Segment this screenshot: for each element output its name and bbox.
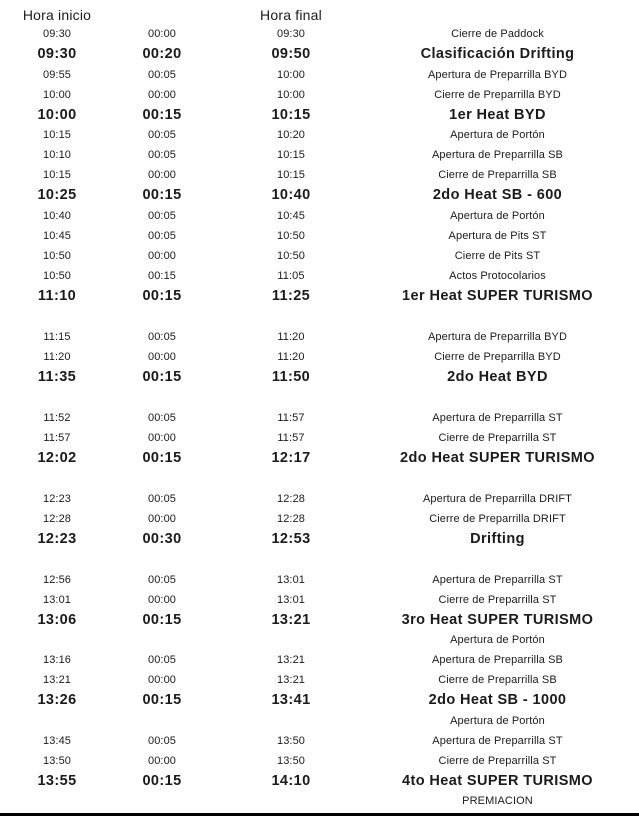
- event-description-cell: Apertura de Pits ST: [448, 229, 547, 242]
- column-header-start-time: Hora inicio: [22, 6, 92, 23]
- start-time-cell: 12:23: [37, 530, 77, 547]
- table-row: [0, 145, 639, 165]
- duration-cell: 00:05: [147, 411, 177, 424]
- duration-cell: 00:15: [142, 611, 182, 628]
- table-row: [0, 791, 639, 811]
- duration-cell: 00:00: [147, 431, 177, 444]
- table-row: [0, 509, 639, 529]
- start-time-cell: 13:21: [42, 674, 72, 686]
- start-time-cell: 11:57: [43, 431, 71, 444]
- table-row: [0, 165, 639, 185]
- event-description-cell: Cierre de Preparrilla ST: [438, 431, 557, 444]
- table-row: [0, 590, 639, 610]
- duration-cell: 00:05: [147, 330, 177, 343]
- start-time-cell: 10:45: [42, 229, 72, 242]
- end-time-cell: 10:00: [276, 68, 306, 81]
- end-time-cell: 13:21: [276, 674, 306, 686]
- start-time-cell: 13:45: [42, 734, 72, 747]
- end-time-cell: 12:17: [271, 449, 311, 466]
- event-description-cell: Apertura de Preparrilla SB: [432, 654, 563, 666]
- duration-cell: 00:00: [147, 674, 177, 686]
- duration-cell: 00:15: [142, 449, 182, 466]
- start-time-cell: 10:50: [42, 249, 72, 262]
- table-row: [0, 24, 639, 44]
- section-gap: [0, 306, 639, 327]
- end-time-cell: 11:20: [277, 350, 305, 363]
- table-row: [0, 690, 639, 711]
- event-description-cell: Cierre de Paddock: [451, 28, 544, 40]
- table-body: [0, 24, 639, 811]
- duration-cell: 00:05: [147, 68, 177, 81]
- start-time-cell: 10:50: [42, 269, 72, 282]
- duration-cell: 00:00: [147, 169, 177, 181]
- start-time-cell: 12:56: [42, 573, 72, 586]
- duration-cell: 00:15: [142, 772, 182, 789]
- event-description-cell: Apertura de Preparrilla BYD: [427, 330, 568, 343]
- end-time-cell: 11:57: [277, 431, 305, 444]
- event-description-cell: Apertura de Preparrilla ST: [432, 573, 563, 586]
- event-description-cell: Cierre de Preparrilla SB: [438, 169, 557, 181]
- duration-cell: 00:15: [142, 368, 182, 385]
- start-time-cell: 13:26: [37, 692, 77, 709]
- end-time-cell: 13:21: [276, 654, 306, 666]
- duration-cell: 00:05: [147, 129, 177, 141]
- start-time-cell: 10:15: [42, 129, 72, 141]
- end-time-cell: 10:15: [271, 106, 311, 123]
- table-row: [0, 570, 639, 590]
- event-description-cell: Drifting: [470, 530, 525, 547]
- end-time-cell: 13:50: [276, 754, 306, 767]
- end-time-cell: 13:01: [276, 573, 306, 586]
- duration-cell: 00:05: [147, 734, 177, 747]
- duration-cell: 00:15: [142, 287, 182, 304]
- table-row: [0, 226, 639, 246]
- start-time-cell: 09:30: [37, 46, 77, 63]
- end-time-cell: 11:25: [271, 287, 311, 304]
- start-time-cell: 10:00: [42, 88, 72, 101]
- event-description-cell: Apertura de Portón: [450, 714, 545, 727]
- start-time-cell: 09:55: [42, 68, 72, 81]
- table-row: [0, 711, 639, 731]
- end-time-cell: 10:00: [276, 88, 306, 101]
- end-time-cell: 09:50: [271, 46, 311, 63]
- event-description-cell: Apertura de Portón: [450, 634, 545, 646]
- end-time-cell: 14:10: [271, 772, 311, 789]
- table-row: [0, 670, 639, 690]
- column-header-end-time: Hora final: [260, 6, 322, 23]
- end-time-cell: 10:50: [276, 249, 306, 262]
- start-time-cell: 10:40: [42, 209, 72, 222]
- start-time-cell: 13:06: [37, 611, 77, 628]
- duration-cell: 00:00: [147, 593, 177, 606]
- event-description-cell: Apertura de Preparrilla SB: [432, 149, 563, 161]
- start-time-cell: 10:00: [37, 106, 77, 123]
- table-row: [0, 448, 639, 469]
- duration-cell: 00:00: [147, 28, 177, 40]
- section-gap: [0, 387, 639, 408]
- start-time-cell: 13:16: [42, 654, 72, 666]
- event-description-cell: 2do Heat SUPER TURISMO: [400, 449, 595, 466]
- event-description-cell: 3ro Heat SUPER TURISMO: [401, 611, 594, 628]
- event-description-cell: Apertura de Portón: [450, 129, 545, 141]
- start-time-cell: 13:55: [37, 772, 77, 789]
- event-description-cell: Apertura de Preparrilla DRIFT: [422, 492, 572, 505]
- start-time-cell: 11:15: [43, 330, 71, 343]
- end-time-cell: 12:28: [276, 512, 306, 525]
- end-time-cell: 10:40: [271, 187, 311, 204]
- table-row: [0, 44, 639, 65]
- end-time-cell: 10:15: [276, 149, 306, 161]
- end-time-cell: 13:01: [276, 593, 306, 606]
- table-row: [0, 246, 639, 266]
- bottom-divider: [0, 813, 639, 816]
- duration-cell: 00:15: [147, 269, 177, 282]
- event-description-cell: Apertura de Portón: [450, 209, 545, 222]
- event-description-cell: PREMIACION: [462, 795, 533, 807]
- duration-cell: 00:05: [147, 149, 177, 161]
- duration-cell: 00:05: [147, 209, 177, 222]
- event-description-cell: Cierre de Preparrilla SB: [438, 674, 557, 686]
- event-description-cell: Apertura de Preparrilla ST: [432, 411, 563, 424]
- start-time-cell: 09:30: [42, 28, 72, 40]
- table-row: [0, 408, 639, 428]
- start-time-cell: 10:25: [37, 187, 77, 204]
- start-time-cell: 12:28: [42, 512, 72, 525]
- event-description-cell: 1er Heat SUPER TURISMO: [402, 287, 593, 304]
- table-row: [0, 347, 639, 367]
- table-row: [0, 731, 639, 751]
- table-row: [0, 327, 639, 347]
- end-time-cell: 12:53: [271, 530, 311, 547]
- table-row: [0, 771, 639, 792]
- event-description-cell: Cierre de Preparrilla ST: [438, 754, 557, 767]
- table-row: [0, 489, 639, 509]
- table-row: [0, 185, 639, 206]
- table-row: [0, 206, 639, 226]
- table-row: [0, 751, 639, 771]
- end-time-cell: 11:50: [271, 368, 311, 385]
- start-time-cell: 12:02: [37, 449, 77, 466]
- end-time-cell: 10:45: [276, 209, 306, 222]
- event-description-cell: Cierre de Preparrilla BYD: [434, 88, 561, 101]
- table-row: [0, 529, 639, 550]
- end-time-cell: 13:41: [271, 692, 311, 709]
- event-description-cell: 2do Heat SB - 600: [432, 187, 563, 204]
- start-time-cell: 11:20: [43, 350, 71, 363]
- table-row: [0, 610, 639, 631]
- duration-cell: 00:05: [147, 492, 177, 505]
- start-time-cell: 10:15: [42, 169, 72, 181]
- duration-cell: 00:05: [147, 573, 177, 586]
- start-time-cell: 11:35: [37, 368, 77, 385]
- end-time-cell: 10:15: [276, 169, 306, 181]
- end-time-cell: 11:20: [277, 330, 305, 343]
- start-time-cell: 11:52: [43, 411, 71, 424]
- event-description-cell: Apertura de Preparrilla ST: [432, 734, 563, 747]
- duration-cell: 00:00: [147, 88, 177, 101]
- duration-cell: 00:15: [142, 187, 182, 204]
- event-description-cell: Cierre de Pits ST: [454, 249, 541, 262]
- end-time-cell: 11:57: [277, 411, 305, 424]
- event-description-cell: 1er Heat BYD: [449, 106, 546, 123]
- duration-cell: 00:00: [147, 754, 177, 767]
- table-row: [0, 367, 639, 388]
- duration-cell: 00:15: [142, 106, 182, 123]
- duration-cell: 00:05: [147, 229, 177, 242]
- event-description-cell: 2do Heat BYD: [447, 368, 548, 385]
- end-time-cell: 10:20: [276, 129, 306, 141]
- event-description-cell: Clasificación Drifting: [420, 46, 575, 63]
- end-time-cell: 09:30: [276, 28, 306, 40]
- end-time-cell: 12:28: [276, 492, 306, 505]
- table-row: [0, 85, 639, 105]
- event-description-cell: 4to Heat SUPER TURISMO: [402, 772, 593, 789]
- start-time-cell: 13:01: [42, 593, 72, 606]
- duration-cell: 00:00: [147, 249, 177, 262]
- start-time-cell: 11:10: [37, 287, 77, 304]
- table-row: [0, 428, 639, 448]
- duration-cell: 00:05: [147, 654, 177, 666]
- duration-cell: 00:15: [142, 692, 182, 709]
- table-row: [0, 650, 639, 670]
- table-row: [0, 125, 639, 145]
- duration-cell: 00:00: [147, 350, 177, 363]
- table-row: [0, 65, 639, 85]
- duration-cell: 00:00: [147, 512, 177, 525]
- event-description-cell: Apertura de Preparrilla BYD: [427, 68, 568, 81]
- end-time-cell: 11:05: [277, 269, 305, 282]
- start-time-cell: 12:23: [42, 492, 72, 505]
- duration-cell: 00:20: [142, 46, 182, 63]
- table-row: [0, 630, 639, 650]
- event-description-cell: Cierre de Preparrilla BYD: [434, 350, 561, 363]
- event-description-cell: Actos Protocolarios: [449, 269, 546, 282]
- table-row: [0, 105, 639, 126]
- start-time-cell: 10:10: [42, 149, 72, 161]
- section-gap: [0, 549, 639, 570]
- start-time-cell: 13:50: [42, 754, 72, 767]
- end-time-cell: 13:50: [276, 734, 306, 747]
- header-row: [0, 5, 639, 24]
- event-description-cell: 2do Heat SB - 1000: [428, 692, 567, 709]
- event-description-cell: Cierre de Preparrilla ST: [438, 593, 557, 606]
- end-time-cell: 13:21: [271, 611, 311, 628]
- section-gap: [0, 468, 639, 489]
- event-description-cell: Cierre de Preparrilla DRIFT: [429, 512, 566, 525]
- table-row: [0, 266, 639, 286]
- table-row: [0, 286, 639, 307]
- end-time-cell: 10:50: [276, 229, 306, 242]
- duration-cell: 00:30: [142, 530, 182, 547]
